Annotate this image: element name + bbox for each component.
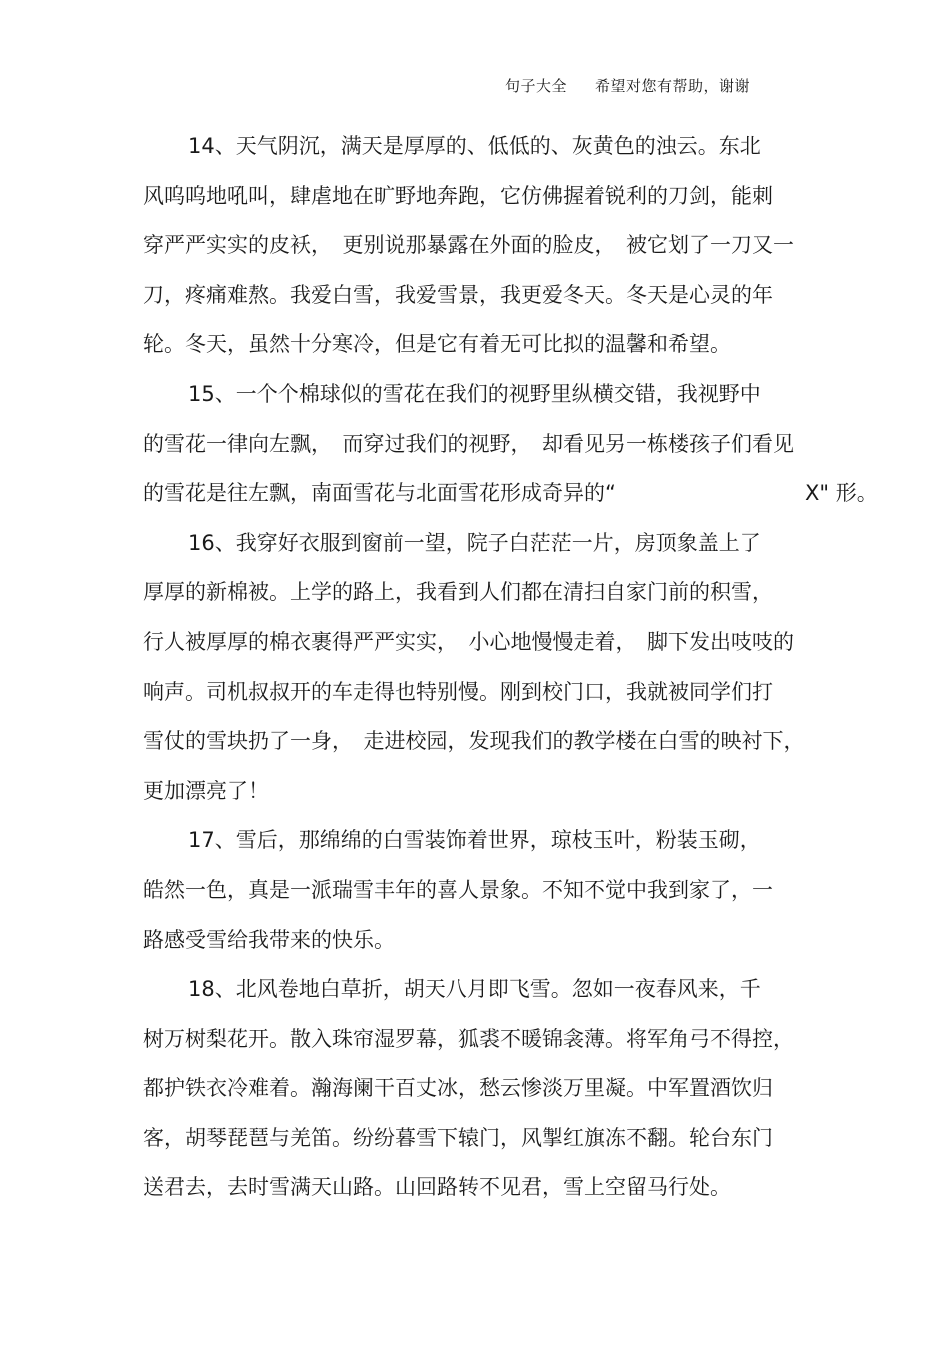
header-note: 希望对您有帮助，谢谢 — [595, 77, 751, 95]
paragraph-line: 送君去，去时雪满天山路。山回路转不见君，雪上空留马行处。 — [143, 1175, 731, 1200]
paragraph-line — [143, 473, 903, 523]
paragraph-line: 响声。司机叔叔开的车走得也特别慢。刚到校门口，我就被同学们打 — [143, 679, 773, 704]
paragraph-line: 皓然一色，真是一派瑞雪丰年的喜人景象。不知不觉中我到家了，一 — [143, 877, 773, 902]
paragraph-line: 穿严严实实的皮袄， 更别说那暴露在外面的脸皮， 被它划了一刀又一 — [143, 233, 794, 258]
paragraph-line-tail: X" 形。 — [805, 481, 878, 506]
page-header — [505, 75, 750, 96]
paragraph-line: 树万树梨花开。散入珠帘湿罗幕，狐裘不暖锦衾薄。将军角弓不得控， — [143, 1026, 794, 1051]
paragraph-line: 风呜呜地吼叫，肆虐地在旷野地奔跑，它仿佛握着锐利的刀剑，能刺 — [143, 183, 773, 208]
paragraph-line: 轮。冬天，虽然十分寒冷，但是它有着无可比拟的温馨和希望。 — [143, 332, 731, 357]
paragraph-line: 刀，疼痛难熬。我爱白雪，我爱雪景，我更爱冬天。冬天是心灵的年 — [143, 282, 773, 307]
paragraph-line: 更加漂亮了！ — [143, 778, 269, 803]
paragraph-line: 的雪花一律向左飘， 而穿过我们的视野， 却看见另一栋楼孩子们看见 — [143, 431, 794, 456]
paragraph-line: 行人被厚厚的棉衣裹得严严实实， 小心地慢慢走着， 脚下发出吱吱的 — [143, 629, 794, 654]
paragraph-line: 雪仗的雪块扔了一身， 走进校园，发现我们的教学楼在白雪的映衬下， — [143, 729, 805, 754]
paragraph-line: 路感受雪给我带来的快乐。 — [143, 927, 395, 952]
paragraph-line: 15、一个个棉球似的雪花在我们的视野里纵横交错，我视野中 — [188, 381, 761, 406]
paragraph-line: 都护铁衣冷难着。瀚海阑干百丈冰，愁云惨淡万里凝。中军置酒饮归 — [143, 1076, 773, 1101]
paragraph-line: 客，胡琴琵琶与羌笛。纷纷暮雪下辕门，风掣红旗冻不翻。轮台东门 — [143, 1125, 773, 1150]
paragraph-line-text: 的雪花是往左飘，南面雪花与北面雪花形成奇异的“ — [143, 481, 616, 506]
paragraph-line: 16、我穿好衣服到窗前一望，院子白茫茫一片，房顶象盖上了 — [188, 530, 761, 555]
paragraph-line: 14、天气阴沉，满天是厚厚的、低低的、灰黄色的浊云。东北 — [188, 134, 761, 158]
paragraph-line: 厚厚的新棉被。上学的路上，我看到人们都在清扫自家门前的积雪， — [143, 580, 773, 605]
header-source: 句子大全 — [505, 77, 568, 95]
paragraph-line: 18、北风卷地白草折，胡天八月即飞雪。忽如一夜春风来，千 — [188, 977, 761, 1002]
document-body — [143, 126, 903, 1217]
paragraph-line: 17、雪后，那绵绵的白雪装饰着世界，琼枝玉叶，粉装玉砌， — [188, 828, 761, 853]
